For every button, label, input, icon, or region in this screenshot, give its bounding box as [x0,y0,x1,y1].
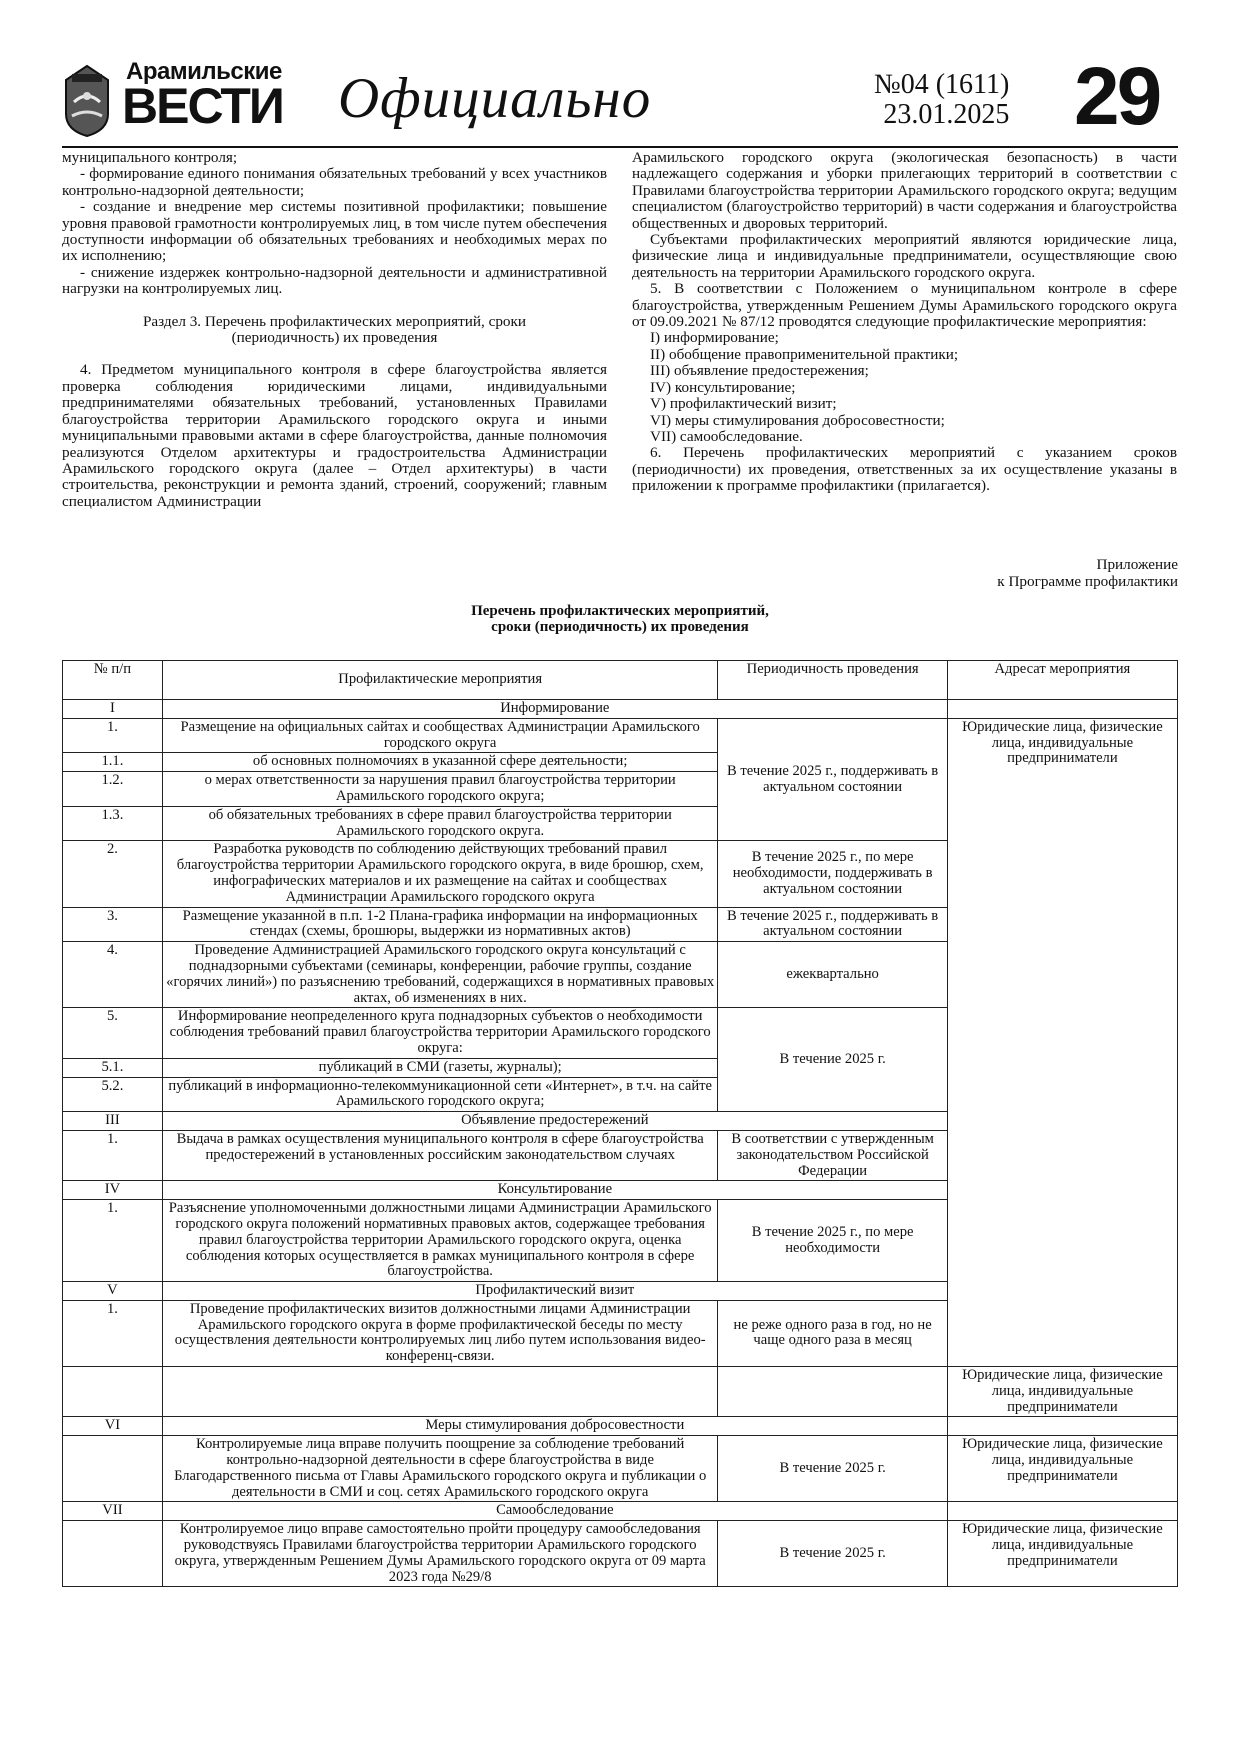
city-emblem-icon [62,62,112,138]
appendix-line: к Программе профилактики [997,573,1178,590]
table-cell: В течение 2025 г. [718,1008,947,1112]
paragraph: Арамильского городского округа (экологическая безопасность) в части надлежащего содержания и уборки прилегающих территорий в соответствии с Правилами благоустройства территории Арамильского городского округа; ведущим специалистом (благоустройство территорий) в части содержания и благоустройства общественных и дворовых территорий. [632,149,1177,232]
table-cell: Консультирование [162,1181,947,1200]
table-cell: 1. [63,1200,163,1282]
table-cell [162,1367,718,1417]
table-cell: публикаций в информационно-телекоммуникационной сети «Интернет», в т.ч. на сайте Арамильского городского округа; [162,1077,718,1112]
paragraph: 6. Перечень профилактических мероприятий с указанием сроков (периодичности) их проведения, ответственных за их осуществление указаны в приложении к программе профилактики (прилагается). [632,444,1177,495]
table-cell [63,1367,163,1417]
list-item: III) объявление предостережения; [650,362,869,380]
table-cell: 1.3. [63,806,163,841]
table-row [63,1367,1178,1417]
table-cell [63,1436,163,1502]
issue-info [874,70,1009,130]
table-cell: В соответствии с утвержденным законодательством Российской Федерации [718,1130,947,1180]
table-cell: Размещение указанной в п.п. 1-2 Плана-графика информации на информационных стендах (схемы, брошюры, выдержки из нормативных актов) [162,907,718,942]
table-cell [947,1417,1177,1436]
table-cell [947,700,1177,719]
table-cell: 4. [63,942,163,1008]
table-cell: Контролируемые лица вправе получить поощрение за соблюдение требований контрольно-надзорной деятельности в сфере благоустройства в виде Благодарственного письма от Главы Арамильского городского округа и публикации о деятельности в СМИ и соц. сетях Арамильского городского округа [162,1436,718,1502]
table-cell: Контролируемое лицо вправе самостоятельно пройти процедуру самообследования руководствуясь Правилами благоустройства территории Арамильского городского округа, утвержденным Решением Думы Арамильского городского округа от 09 марта 2023 года №29/8 [162,1521,718,1587]
table-cell: Разработка руководств по соблюдению действующих требований правил благоустройства территории Арамильского городского округа, в виде брошюр, схем, инфографических материалов и их размещение на сайтах и сообществах Администрации Арамильского городского округа [162,841,718,907]
table-cell: о мерах ответственности за нарушения правил благоустройства территории Арамильского городского округа; [162,772,718,807]
table-cell: Объявление предостережений [162,1112,947,1131]
table-cell: 2. [63,841,163,907]
table-cell: 5.2. [63,1077,163,1112]
appendix-note [997,556,1178,590]
table-cell: Выдача в рамках осуществления муниципального контроля в сфере благоустройства предостережений в установленных российским законодательством случаях [162,1130,718,1180]
logo-bottom-text: ВЕСТИ [122,78,283,134]
paragraph: - формирование единого понимания обязательных требований у всех участников контрольно-надзорной деятельности; [62,165,607,199]
table-cell: IV [63,1181,163,1200]
table-header-row [63,661,1178,700]
table-cell: Разъяснение уполномоченными должностными лицами Администрации Арамильского городского округа положений нормативных правовых актов, содержащее требования правил благоустройства территории Арамильского городского округа, оценка соблюдения которых осуществляется в рамках муниципального контроля в сфере благоустройства. [162,1200,718,1282]
table-cell: 3. [63,907,163,942]
right-column [632,150,1177,495]
section-row [63,1502,1178,1521]
table-cell: Юридические лица, физические лица, индивидуальные предприниматели [947,1367,1177,1417]
table-cell: Информирование неопределенного круга поднадзорных субъектов о необходимости соблюдения требований правил благоустройства территории Арамильского городского округа: [162,1008,718,1058]
table-cell: Юридические лица, физические лица, индивидуальные предприниматели [947,718,1177,1366]
table-cell: 5.1. [63,1058,163,1077]
table-cell: Меры стимулирования добросовестности [162,1417,947,1436]
paragraph: - создание и внедрение мер системы позитивной профилактики; повышение уровня правовой грамотности контролируемых лиц, в том числе путем обеспечения доступности информации об обязательных требованиях и необходимых мерах по их исполнению; [62,198,607,265]
section-row [63,1417,1178,1436]
table-cell: Юридические лица, физические лица, индивидуальные предприниматели [947,1436,1177,1502]
table-cell: 1. [63,1300,163,1366]
table-cell: 1.2. [63,772,163,807]
table-cell: Информирование [162,700,947,719]
section-row [63,700,1178,719]
table-cell: 1.1. [63,753,163,772]
table-cell: Проведение Администрацией Арамильского городского округа консультаций с поднадзорными субъектами (семинары, конференции, рабочие группы, создание «горячих линий») по разъяснению требований, содержащихся в нормативных правовых актах, об изменениях в них. [162,942,718,1008]
issue-date: 23.01.2025 [883,99,1010,130]
section-heading: Раздел 3. Перечень профилактических мероприятий, сроки (периодичность) их проведения [142,312,527,347]
left-column [62,150,607,510]
table-cell: публикаций в СМИ (газеты, журналы); [162,1058,718,1077]
section-title: Официально [338,67,652,130]
table-cell: I [63,700,163,719]
paragraph: муниципального контроля; [62,149,238,166]
table-cell: В течение 2025 г. [718,1521,947,1587]
table-row [63,718,1178,753]
table-title-line: Перечень профилактических мероприятий, [471,603,769,619]
list-item: II) обобщение правоприменительной практики; [650,345,959,363]
table-cell: не реже одного раза в год, но не чаще одного раза в месяц [718,1300,947,1366]
table-cell: В течение 2025 г., поддерживать в актуальном состоянии [718,907,947,942]
table-cell [63,1521,163,1587]
table-cell [947,1502,1177,1521]
table-cell: Профилактический визит [162,1282,947,1301]
issue-number: №04 (1611) [874,69,1010,100]
table-row [63,1521,1178,1587]
list-item: V) профилактический визит; [650,395,837,413]
paragraph: 4. Предметом муниципального контроля в сфере благоустройства является проверка соблюдения юридическими лицами, индивидуальными предпринимателями обязательных требований, установленных Правилами благоустройства территории Арамильского городского округа и иными муниципальными правовыми актами в сфере благоустройства, данные полномочия реализуются Отделом архитектуры и градостроительства Администрации Арамильского городского округа (далее – Отдел архитектуры) в части строительства, реконструкции и ремонта зданий, строений, сооружений; главным специалистом Администрации [62,361,607,510]
col-header: № п/п [63,661,163,700]
col-header: Адресат мероприятия [947,661,1177,700]
list-item: VI) меры стимулирования добросовестности; [650,411,945,429]
table-cell: 1. [63,1130,163,1180]
col-header: Профилактические мероприятия [162,661,718,700]
appendix-line: Приложение [1096,556,1178,573]
page-number: 29 [1074,51,1160,142]
table-cell: Размещение на официальных сайтах и сообществах Администрации Арамильского городского округа [162,718,718,753]
table-cell: В течение 2025 г., по мере необходимости, поддерживать в актуальном состоянии [718,841,947,907]
table-cell: Проведение профилактических визитов должностными лицами Администрации Арамильского городского округа в форме профилактической беседы по месту осуществления деятельности контролируемых лиц либо путем использования видео-конференц-связи. [162,1300,718,1366]
table-cell: В течение 2025 г., по мере необходимости [718,1200,947,1282]
paragraph: - снижение издержек контрольно-надзорной деятельности и административной нагрузки на контролируемых лиц. [62,263,607,298]
logo-top-text: Арамильские [126,58,282,85]
table-cell: об обязательных требованиях в сфере правил благоустройства территории Арамильского городского округа. [162,806,718,841]
list-item: I) информирование; [650,329,779,347]
paragraph: Субъектами профилактических мероприятий являются юридические лица, физические лица и индивидуальные предприниматели, осуществляющие свою деятельность на территории Арамильского городского округа. [632,231,1177,281]
col-header: Периодичность проведения [718,661,947,700]
table-cell: В течение 2025 г. [718,1436,947,1502]
table-cell: 5. [63,1008,163,1058]
masthead [62,51,1178,144]
table-cell: Самообследование [162,1502,947,1521]
table-cell: В течение 2025 г., поддерживать в актуальном состоянии [718,718,947,841]
table-cell: VII [63,1502,163,1521]
table-cell: V [63,1282,163,1301]
header-rule [62,146,1178,148]
list-item: VII) самообследование. [650,427,803,445]
table-cell: VI [63,1417,163,1436]
table-cell: 1. [63,718,163,753]
paragraph: 5. В соответствии с Положением о муниципальном контроле в сфере благоустройства, утвержденным Решением Думы Арамильского городского округа от 09.09.2021 № 87/12 проводятся следующие профилактические мероприятия: [632,280,1177,331]
table-row [63,1436,1178,1502]
table-cell: III [63,1112,163,1131]
list-item: IV) консультирование; [650,378,796,396]
table-cell: Юридические лица, физические лица, индивидуальные предприниматели [947,1521,1177,1587]
table-cell: ежеквартально [718,942,947,1008]
table-title-line: сроки (периодичность) их проведения [491,619,749,635]
measures-table [62,660,1178,1587]
table-title [62,603,1178,635]
table-cell [718,1367,947,1417]
table-cell: об основных полномочиях в указанной сфере деятельности; [162,753,718,772]
